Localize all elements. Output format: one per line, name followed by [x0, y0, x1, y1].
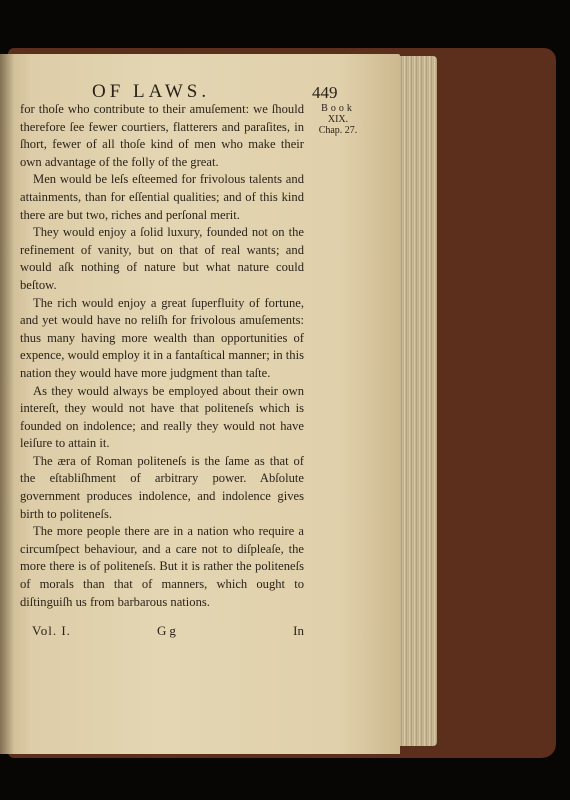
page-footer — [24, 623, 304, 641]
paragraph: The rich would enjoy a great ſuperfluity of fortune, and yet would have no reliſh for frivolous amuſements: thus many having more wealth than opportunities of expence, would employ it in a fantaſtical manner; in this nation they would have more judgment than taſte. — [20, 295, 304, 380]
paragraph: As they would always be employed about their own intereſt, they would not have that politeneſs which is founded on indolence; and really they would not have leiſure to attain it. — [20, 383, 304, 451]
running-title: OF LAWS. — [92, 81, 211, 102]
paragraph: for thoſe who contribute to their amuſement: we ſhould therefore ſee fewer courtiers, flatterers and paraſites, in ſhort, fewer of all thoſe kind of men who make their own advantage of the folly of the great. — [20, 102, 304, 169]
margin-note — [308, 103, 368, 136]
paragraph: The æra of Roman politeneſs is the ſame as that of the eſtabliſhment of arbitrary power. Abſolute government produces indolence, and indolence gives birth to politeneſs. — [20, 453, 304, 521]
volume-label: Vol. I. — [32, 623, 71, 638]
spine-shadow — [0, 54, 14, 754]
paragraph: Men would be leſs eſteemed for frivolous talents and attainments, than for eſſential qualities; and of this kind there are but two, riches and perſonal merit. — [20, 172, 304, 222]
body-text — [20, 101, 304, 611]
paragraph: The more people there are in a nation who require a circumſpect behaviour, and a care not to diſpleaſe, the more there is of politeneſs. But it is rather the politeneſs of morals than that of manners, which ought to diſtinguiſh us from barbarous nations. — [20, 524, 304, 609]
margin-chapter: Chap. 27. — [318, 125, 358, 136]
page-number: 449 — [312, 83, 338, 102]
catchword: In — [293, 623, 304, 638]
margin-book-number: XIX. — [327, 114, 349, 125]
signature-mark: Gg — [157, 623, 179, 638]
paragraph: They would enjoy a ſolid luxury, founded not on the refinement of vanity, but on that of real wants; and would aſk nothing of nature but what nature could beſtow. — [20, 225, 304, 292]
margin-book-label: Book — [321, 103, 355, 114]
